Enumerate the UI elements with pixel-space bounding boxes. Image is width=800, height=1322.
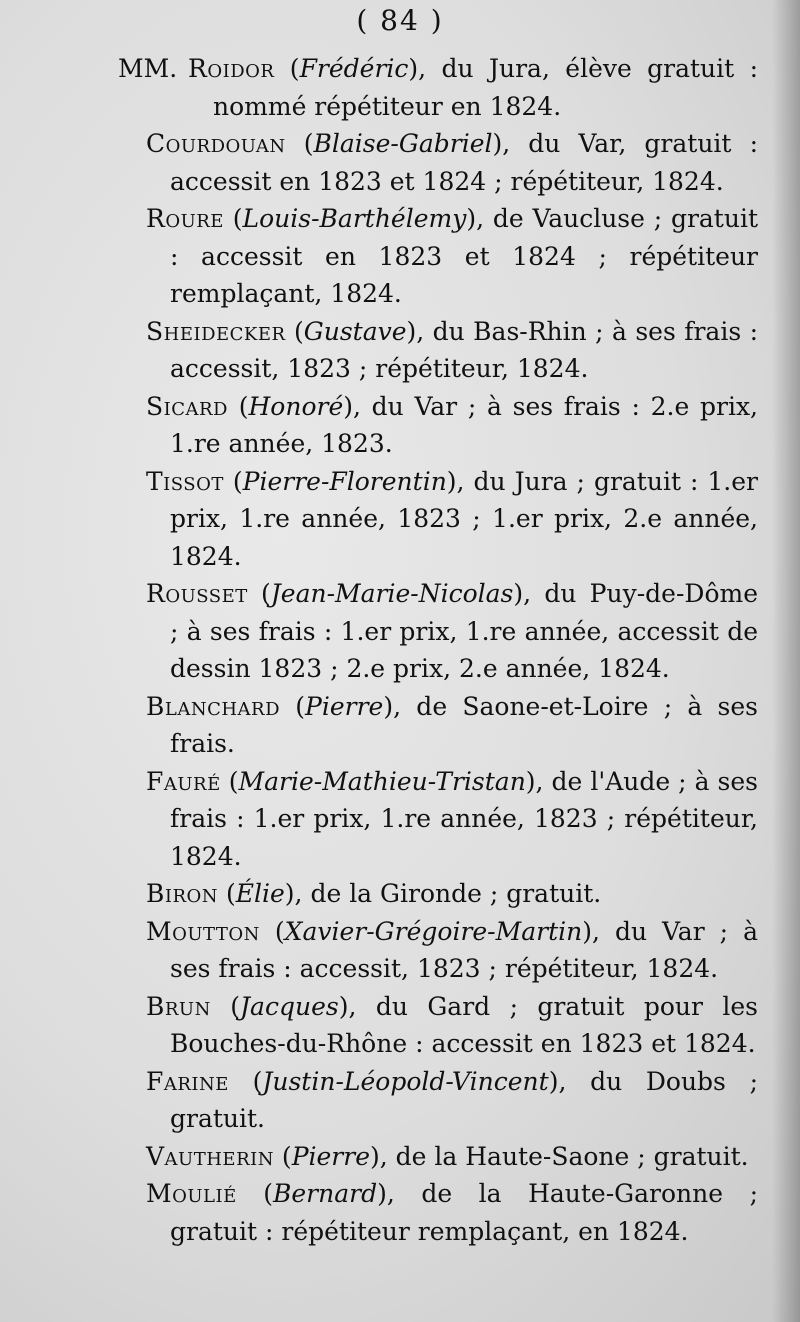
entry-given-name: Pierre-Florentin [242,466,447,496]
entry-surname: Tissot [146,466,224,496]
entry-surname: Courdouan [146,129,286,158]
entry-details: ), du Jura ; gratuit : 1.er prix, 1.re année, 1823 ; 1.er prix, 2.e année, 1824. [170,466,758,571]
list-entry: Biron (Élie), de la Gironde ; gratuit. [146,879,602,908]
list-entry: Vautherin (Pierre), de la Haute-Saone ; gratuit. [146,1141,749,1171]
entry-details: ), de l'Aude ; à ses frais : 1.er prix, 1.re année, 1823 ; répétiteur, 1824. [170,766,758,871]
list-entry: MM. Roidor (Frédéric), du Jura, élève gratuit : nommé répétiteur en 1824. [118,50,758,125]
list-entry: Farine (Justin-Léopold-Vincent), du Doubs ; gratuit. [146,1066,758,1133]
entry-surname: Blanchard [146,691,281,721]
list-entry: Sicard (Honoré), du Var ; à ses frais : 2.e prix, 1.re année, 1823. [146,391,758,458]
entry-surname: Rousset [146,579,248,608]
entry-given-name: Bernard [273,1179,378,1208]
entry-given-name: Frédéric [299,54,409,83]
entry-surname: Biron [146,879,219,908]
page-number: ( 84 ) [356,4,444,37]
entry-surname: Roidor [188,54,275,83]
entry-given-name: Gustave [303,316,407,346]
entry-details: ), du Puy-de-Dôme ; à ses frais : 1.er prix, 1.re année, accessit de dessin 1823 ; 2.e prix, 2.e année, 1824. [170,579,758,683]
entry-details: ), du Var, gratuit : accessit en 1823 et 1824 ; répétiteur, 1824. [170,129,758,196]
list-entry: Rousset (Jean-Marie-Nicolas), du Puy-de-Dôme ; à ses frais : 1.er prix, 1.re année, accessit de dessin 1823 ; 2.e prix, 2.e année, 1824. [146,579,758,683]
entry-details: ), du Doubs ; gratuit. [170,1066,758,1133]
entry-given-name: Honoré [248,391,344,421]
entry-given-name: Jean-Marie-Nicolas [270,579,514,608]
student-list [118,50,758,1250]
list-entry: Moutton (Xavier-Grégoire-Martin), du Var ; à ses frais : accessit, 1823 ; répétiteur, 1824. [146,916,758,983]
entry-details: ), du Jura, élève gratuit : nommé répétiteur en 1824. [213,54,758,121]
entry-given-name: Louis-Barthélemy [242,204,467,233]
list-entry: Blanchard (Pierre), de Saone-et-Loire ; à ses frais. [146,691,759,758]
entry-given-name: Jacques [240,991,339,1021]
entry-surname: Roure [146,204,224,233]
entry-details: ), du Var ; à ses frais : accessit, 1823 ; répétiteur, 1824. [170,916,758,983]
entry-given-name: Marie-Mathieu-Tristan [238,766,526,796]
entry-surname: Sicard [146,391,228,421]
list-entry: Brun (Jacques), du Gard ; gratuit pour les Bouches-du-Rhône : accessit en 1823 et 1824. [146,991,759,1058]
entry-given-name: Pierre [305,691,384,721]
entry-surname: Moutton [146,916,260,946]
list-entry: Roure (Louis-Barthélemy), de Vaucluse ; gratuit : accessit en 1823 et 1824 ; répétiteur remplaçant, 1824. [146,204,759,308]
entry-details: ), du Gard ; gratuit pour les Bouches-du-Rhône : accessit en 1823 et 1824. [170,991,759,1058]
entry-given-name: Blaise-Gabriel [313,129,493,158]
entry-surname: Moulié [146,1179,237,1208]
entry-details: ), du Bas-Rhin ; à ses frais : accessit, 1823 ; répétiteur, 1824. [170,316,758,383]
entry-given-name: Justin-Léopold-Vincent [262,1066,549,1096]
list-prefix: MM. [118,54,178,83]
entry-details: ), de Saone-et-Loire ; à ses frais. [170,691,759,758]
list-entry: Moulié (Bernard), de la Haute-Garonne ; gratuit : répétiteur remplaçant, en 1824. [146,1179,758,1246]
list-entry: Courdouan (Blaise-Gabriel), du Var, gratuit : accessit en 1823 et 1824 ; répétiteur, 1824. [146,129,758,196]
list-entry: Tissot (Pierre-Florentin), du Jura ; gratuit : 1.er prix, 1.re année, 1823 ; 1.er prix, 2.e année, 1824. [146,466,758,571]
entry-details: ), de la Haute-Saone ; gratuit. [370,1141,749,1171]
entry-given-name: Élie [235,879,285,908]
list-entry: Fauré (Marie-Mathieu-Tristan), de l'Aude ; à ses frais : 1.er prix, 1.re année, 1823 ; répétiteur, 1824. [146,766,758,871]
entry-surname: Farine [146,1066,229,1096]
page-edge-shadow [772,0,800,1322]
list-entry: Sheidecker (Gustave), du Bas-Rhin ; à ses frais : accessit, 1823 ; répétiteur, 1824. [146,316,758,383]
entry-surname: Sheidecker [146,316,286,346]
entry-details: ), de la Gironde ; gratuit. [284,879,602,908]
entry-details: ), du Var ; à ses frais : 2.e prix, 1.re année, 1823. [170,391,758,458]
entry-details: ), de Vaucluse ; gratuit : accessit en 1823 et 1824 ; répétiteur remplaçant, 1824. [170,204,759,308]
entry-given-name: Pierre [291,1141,370,1171]
entry-surname: Brun [146,991,211,1021]
entry-surname: Vautherin [146,1141,274,1171]
entry-surname: Fauré [146,766,221,796]
entry-given-name: Xavier-Grégoire-Martin [284,916,583,946]
entry-details: ), de la Haute-Garonne ; gratuit : répétiteur remplaçant, en 1824. [170,1179,758,1246]
